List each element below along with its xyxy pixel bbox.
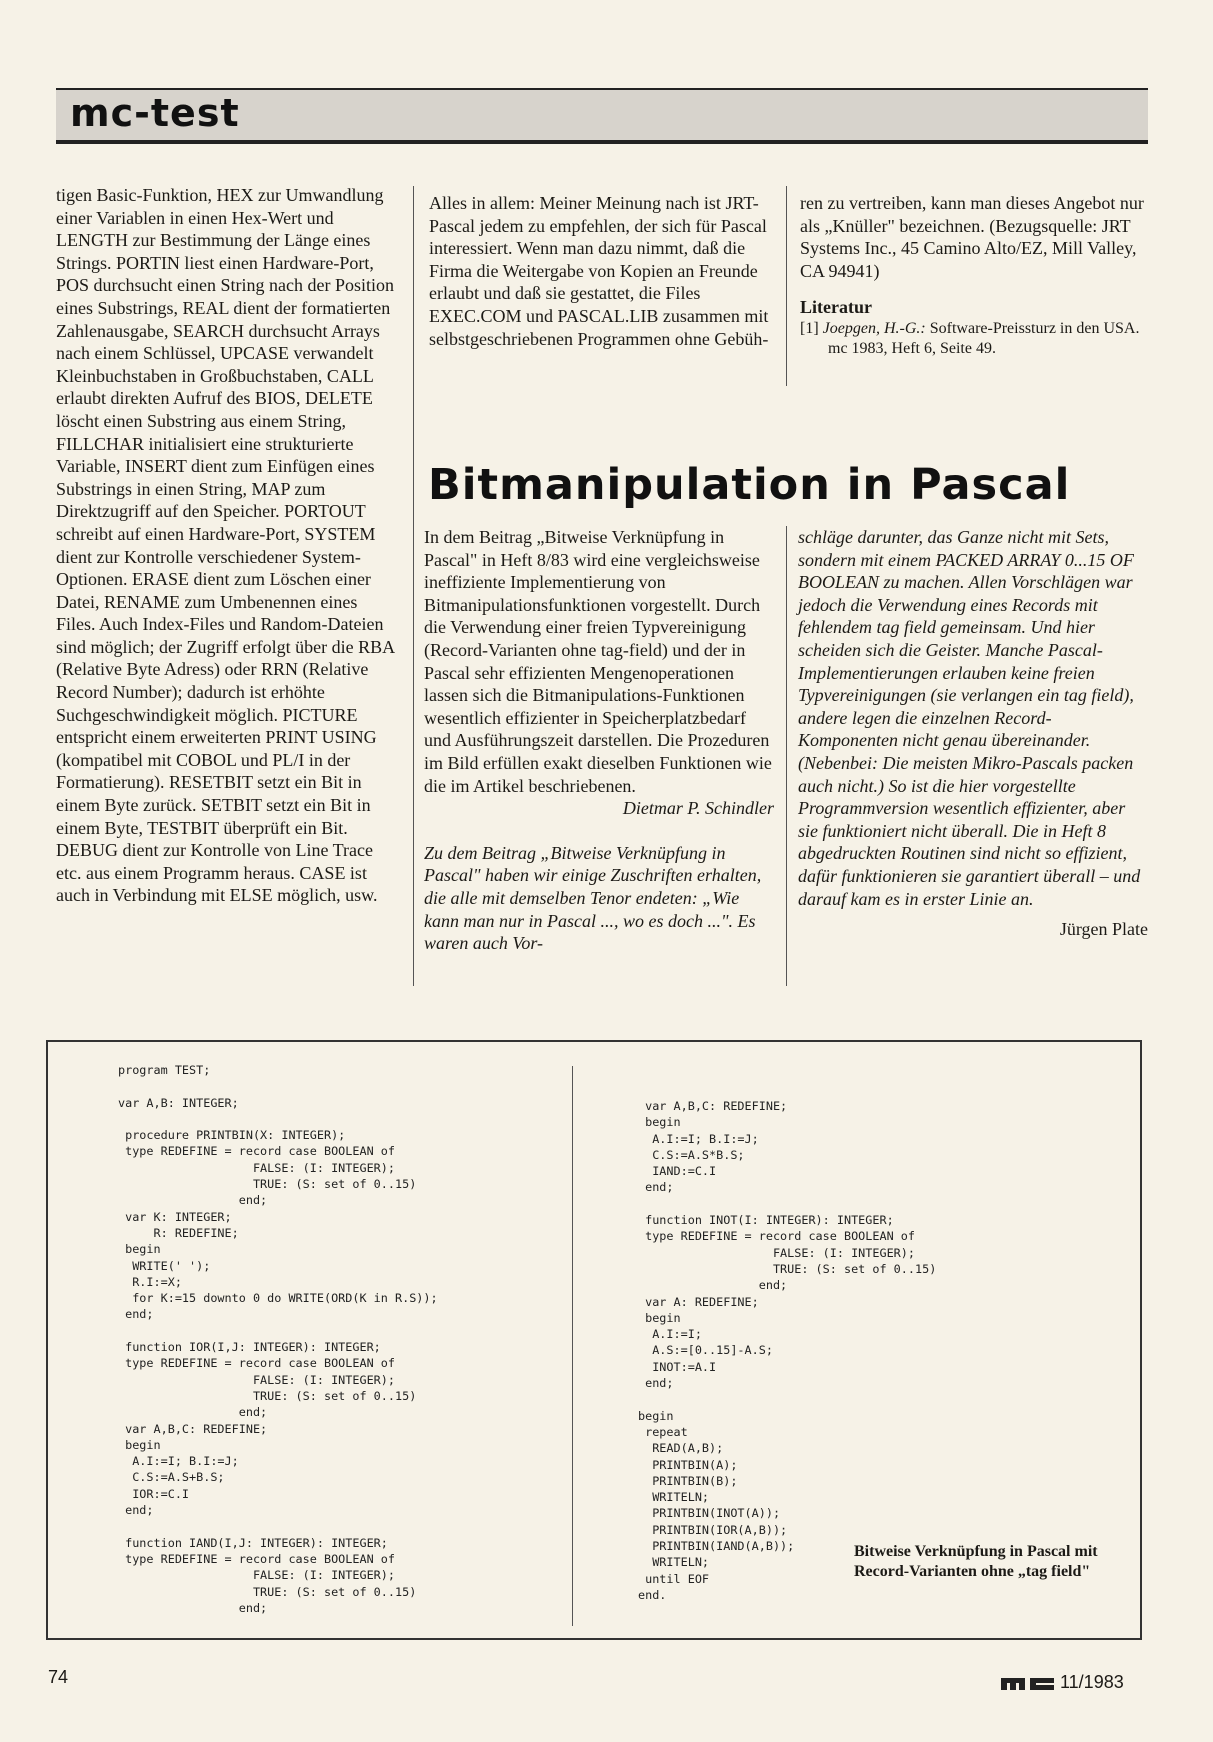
column-right-bottom (798, 526, 1148, 941)
figure-caption: Bitweise Verknüpfung in Pascal mit Record-Varianten ohne „tag field" (854, 1543, 1098, 1580)
letter-2-text-end: schläge darunter, das Ganze nicht mit Sets, sondern mit einem PACKED ARRAY 0...15 OF BOOLEAN zu machen. Allen Vorschlägen war jedoch die Verwendung eines Records mit fehlendem tag field gemeinsam. Und hier scheiden sich die Geister. Manche Pascal-Implementierungen erlauben keine freien Typvereinigungen (sie verlangen ein tag field), andere legen die einzelnen Record-Komponenten nicht genau übereinander. (Nebenbei: Die meisten Mikro-Pascals packen auch nicht.) So ist die hier vorgestellte Programmversion wesentlich effizienter, aber sie funktioniert nicht überall. Die in Heft 8 abgedruckten Routinen sind nicht so effizient, dafür funktionieren sie garantiert überall – und darauf kam es in erster Linie an. (798, 527, 1141, 909)
reference-number: [1] (800, 319, 819, 337)
reference-text: Software-Preissturz in den USA. mc 1983, Heft 6, Seite 49. (828, 319, 1140, 357)
letter-1-author: Dietmar P. Schindler (622, 798, 774, 819)
column-divider-1 (413, 186, 414, 986)
article-headline: Bitmanipulation in Pascal (428, 460, 1071, 510)
column-left (56, 184, 401, 907)
literature-heading: Literatur (800, 297, 872, 318)
mc-logo-icon (1000, 1674, 1056, 1692)
code-listing-right: var A,B,C: REDEFINE; begin A.I:=I; B.I:=J; C.S:=A.S*B.S; IAND:=C.I end; function INOT(I: INTEGER): INTEGER; type REDEFINE = record case BOOLEAN of FALSE: (I: INTEGER); TRUE: (S: set of 0..15) end; var A: REDEFINE; begin A.I:=I; A.S:=[0..15]-A.S; INOT:=A.I end; begin repeat READ(A,B); PRINTBIN(A); PRINTBIN(B); WRITELN; PRINTBIN(INOT(A)); PRINTBIN(IOR(A,B)); PRINTBIN(IAND(A,B)); WRITELN; until EOF end. (638, 1099, 937, 1602)
column-middle-bottom (424, 526, 774, 955)
code-listing-left: program TEST; var A,B: INTEGER; procedure PRINTBIN(X: INTEGER); type REDEFINE = record case BOOLEAN of FALSE: (I: INTEGER); TRUE: (S: set of 0..15) end; var K: INTEGER; R: REDEFINE; begin WRITE(' '); R.I:=X; for K:=15 downto 0 do WRITE(ORD(K in R.S)); end; function IOR(I,J: INTEGER): INTEGER; type REDEFINE = record case BOOLEAN of FALSE: (I: INTEGER); TRUE: (S: set of 0..15) end; var A,B,C: REDEFINE; begin A.I:=I; B.I:=J; C.S:=A.S+B.S; IOR:=C.I end; function IAND(I,J: INTEGER): INTEGER; type REDEFINE = record case BOOLEAN of FALSE: (I: INTEGER); TRUE: (S: set of 0..15) end; (118, 1063, 438, 1615)
column-right-top (800, 192, 1150, 359)
column-divider-2-bottom (786, 526, 787, 986)
letter-1-text: In dem Beitrag „Bitweise Verknüpfung in Pascal" in Heft 8/83 wird eine vergleichsweise ineffiziente Implementierung von Bitmanipulationsfunktionen vorgestellt. Durch die Verwendung einer freien Typvereinigung (Record-Varianten ohne tag-field) und der in Pascal sehr effizienten Mengenoperationen lassen sich die Bitmanipulations-Funktionen wesentlich effizienter in Speicherplatzbedarf und Ausführungszeit darstellen. Die Prozeduren im Bild erfüllen exakt dieselben Funktionen wie die im Artikel beschriebenen. (424, 527, 772, 796)
section-label: mc-test (70, 91, 240, 135)
section-header (56, 88, 1148, 144)
article-conclusion: Alles in allem: Meiner Meinung nach ist JRT-Pascal jedem zu empfehlen, der sich für Pascal interessiert. Wenn man dazu nimmt, daß die Firma die Weitergabe von Kopien an Freunde erlaubt und daß sie gestattet, die Files EXEC.COM und PASCAL.LIB zusammen mit selbstgeschriebenen Programmen ohne Gebüh- (429, 193, 769, 349)
column-middle-top (429, 192, 774, 350)
letter-2-author: Jürgen Plate (1059, 919, 1148, 940)
code-divider (572, 1066, 573, 1626)
article-source: ren zu vertreiben, kann man dieses Angebot nur als „Knüller" bezeichnen. (Bezugsquelle: JRT Systems Inc., 45 Camino Alto/EZ, Mill Valley, CA 94941) (800, 193, 1144, 281)
letter-2-text-start: Zu dem Beitrag „Bitweise Verknüpfung in Pascal" haben wir einige Zuschriften erhalten, die alle mit demselben Tenor endeten: „Wie kann man nur in Pascal ..., wo es doch ...". Es waren auch Vor- (424, 842, 762, 954)
article-text-left: tigen Basic-Funktion, HEX zur Umwandlung einer Variablen in einen Hex-Wert und LENGTH zur Bestimmung der Länge eines Strings. PORTIN liest einen Hardware-Port, POS durchsucht einen String nach der Position eines Substrings, REAL dient der formatierten Zahlenausgabe, SEARCH durchsucht Arrays nach einem Schlüssel, UPCASE verwandelt Kleinbuchstaben in Großbuchstaben, CALL erlaubt direkten Aufruf des BIOS, DELETE löscht einen Substring aus einem String, FILLCHAR initialisiert eine strukturierte Variable, INSERT dient zum Einfügen eines Substrings in einen String, MAP zum Direktzugriff auf den Speicher. PORTOUT schreibt auf einen Hardware-Port, SYSTEM dient zur Kontrolle verschiedener System-Optionen. ERASE dient zum Löschen einer Datei, RENAME zum Umbenennen eines Files. Auch Index-Files und Random-Dateien sind möglich; der Zugriff erfolgt über die RBA (Relative Byte Adress) oder RRN (Relative Record Number); dadurch ist erhöhte Suchgeschwindigkeit möglich. PICTURE entspricht einem erweiterten PRINT USING (kompatibel mit COBOL und PL/I in der Formatierung). RESETBIT setzt ein Bit in einem Byte zurück. SETBIT setzt ein Bit in einem Byte, TESTBIT überprüft ein Bit. DEBUG dient zur Kontrolle von Line Trace etc. aus einem Programm heraus. CASE ist auch in Verbindung mit ELSE möglich, usw. (56, 185, 395, 906)
footer-issue (1000, 1672, 1124, 1693)
reference-author: Joepgen, H.-G.: (822, 319, 926, 337)
literature-reference (800, 319, 1150, 359)
issue-number: 11/1983 (1060, 1672, 1124, 1692)
page-number: 74 (48, 1667, 69, 1687)
column-divider-2-top (786, 186, 787, 386)
code-listing-box (46, 1040, 1142, 1640)
